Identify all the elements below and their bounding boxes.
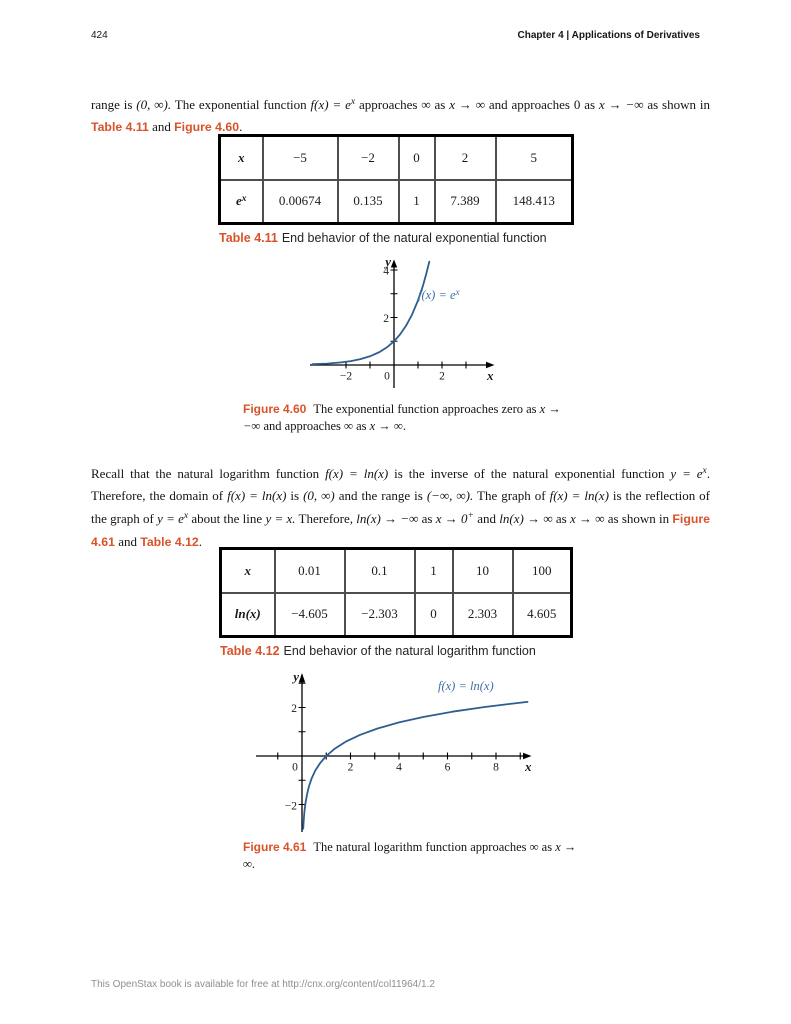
table-4-11: [218, 134, 574, 225]
row-header-cell: x: [220, 136, 263, 180]
text-segment: approaches: [355, 97, 422, 112]
y-tick-label: 2: [291, 703, 297, 715]
text-segment: Therefore,: [295, 511, 357, 526]
figure-4-60-caption: [243, 401, 581, 435]
math-expression: y = e: [670, 466, 703, 481]
page-number: 424: [91, 30, 108, 41]
table-cell: −2: [338, 136, 399, 180]
text-segment: range is: [91, 97, 137, 112]
y-axis-label: y: [293, 669, 299, 684]
text-segment: and: [148, 118, 175, 134]
math-expression: ln(x) → ∞: [499, 511, 553, 526]
text-segment: .: [239, 118, 243, 134]
table-cell: 0.1: [345, 549, 415, 593]
math-expression: y = x.: [265, 511, 296, 526]
text-segment: as: [418, 511, 436, 526]
figure-caption-label: Figure 4.61: [243, 840, 307, 854]
text-segment: as: [352, 419, 370, 433]
curve-label-base: f(x) = e: [418, 288, 456, 302]
openstax-footer: This OpenStax book is available for free at http://cnx.org/content/col11964/1.2: [91, 979, 435, 990]
math-expression: ∞: [344, 419, 353, 433]
origin-label: 0: [292, 761, 298, 774]
superscript: x: [183, 511, 189, 521]
row-header-cell: [220, 180, 263, 224]
text-segment: as: [430, 97, 450, 112]
y-tick-label: 4: [383, 265, 389, 278]
text-segment: and approaches: [260, 419, 345, 433]
table-cell: 0.00674: [263, 180, 338, 224]
table-cell: 5: [496, 136, 573, 180]
figure-4-61-caption: [243, 839, 581, 873]
superscript: x: [241, 194, 247, 205]
text-segment: .: [251, 857, 256, 871]
xref-link[interactable]: Figure 4.61: [91, 512, 710, 549]
text-segment: as shown in: [643, 97, 710, 112]
math-expression: x → −∞: [243, 402, 561, 433]
math-expression: (−∞, ∞).: [426, 487, 474, 503]
table-cell: 0: [399, 136, 435, 180]
math-expression: y = e: [157, 511, 184, 526]
table-cell: 0.01: [275, 549, 345, 593]
x-tick-label: 8: [493, 761, 499, 774]
table-cell: 4.605: [513, 593, 572, 637]
y-tick-label: −2: [284, 800, 297, 813]
math-expression: f(x) = ln(x): [227, 487, 287, 503]
math-expression: (0, ∞).: [136, 97, 172, 112]
figure-4-61: [254, 668, 539, 835]
y-tick-label: 2: [383, 313, 389, 325]
table-cell: 0: [415, 593, 453, 637]
text-segment: and approaches 0 as: [484, 97, 599, 112]
text-segment: .: [402, 419, 406, 433]
table-row: [221, 593, 572, 637]
text-segment: about the line: [188, 511, 266, 526]
text-segment: as: [538, 840, 556, 854]
text-segment: as shown in: [604, 511, 673, 526]
math-expression: x → ∞: [449, 97, 485, 112]
xref-link[interactable]: Figure 4.60: [174, 119, 240, 134]
table-caption-label: Table 4.11: [219, 231, 278, 245]
text-segment: Recall that the natural logarithm function: [91, 466, 326, 481]
exponential-graph: [303, 254, 503, 396]
x-axis-label: x: [525, 759, 532, 774]
table-cell: 7.389: [435, 180, 496, 224]
text-segment: is the reflection of the graph of: [91, 487, 711, 526]
superscript: x: [350, 97, 356, 107]
row-header-cell: x: [221, 549, 275, 593]
math-expression: x → 0: [435, 511, 468, 526]
x-tick-label: 6: [444, 761, 451, 774]
text-segment: The graph of: [473, 487, 550, 503]
exponential-curve: [312, 262, 429, 365]
x-tick-label: −2: [339, 370, 353, 383]
table-row: [220, 180, 573, 224]
table-cell: 1: [399, 180, 435, 224]
math-expression: ∞: [421, 97, 431, 112]
table-caption-label: Table 4.12: [220, 644, 280, 658]
table-cell: −4.605: [275, 593, 345, 637]
table-cell: 148.413: [496, 180, 573, 224]
table-4-12: [219, 547, 573, 638]
paragraph-logarithm-end-behavior: [91, 461, 710, 553]
table-cell: 1: [415, 549, 453, 593]
xref-link[interactable]: Table 4.11: [91, 119, 149, 134]
table-cell: 0.135: [338, 180, 399, 224]
text-segment: is: [286, 487, 304, 503]
x-tick-label: 2: [439, 370, 445, 383]
origin-label: 0: [384, 370, 390, 383]
e-base: e: [235, 193, 242, 209]
math-expression: f(x) = ln(x): [549, 487, 609, 503]
paragraph-exponential-end-behavior: [91, 92, 710, 138]
text-segment: The natural logarithm function approaches: [313, 840, 530, 854]
x-tick-label: 2: [347, 761, 354, 774]
table-caption-text: End behavior of the natural exponential function: [281, 231, 547, 245]
logarithm-graph: [254, 668, 539, 835]
text-segment: as: [552, 511, 570, 526]
text-segment: is the inverse of the natural exponential function: [388, 466, 671, 481]
math-expression: x → −∞: [598, 97, 644, 112]
figure-4-60: [303, 254, 503, 396]
superscript: x: [702, 466, 707, 476]
xref-link[interactable]: Table 4.12: [140, 534, 199, 549]
text-segment: and: [473, 511, 500, 526]
table-cell: −2.303: [345, 593, 415, 637]
table-4-11-caption: [219, 231, 547, 245]
curve-label: [418, 287, 460, 303]
table-cell: 2: [435, 136, 496, 180]
text-segment: The exponential function approaches zero as: [313, 402, 540, 416]
text-segment: The exponential function: [171, 97, 311, 112]
curve-label: f(x) = ln(x): [438, 679, 494, 693]
text-segment: .: [198, 533, 203, 549]
table-row: [220, 136, 573, 180]
table-cell: 2.303: [453, 593, 513, 637]
math-expression: x → ∞: [369, 419, 403, 433]
chapter-running-title: Chapter 4 | Applications of Derivatives: [517, 30, 700, 41]
table-4-12-caption: [220, 644, 536, 658]
figure-caption-label: Figure 4.60: [243, 402, 307, 416]
math-expression: f(x) = ln(x): [325, 466, 389, 481]
table-cell: 100: [513, 549, 572, 593]
math-expression: x → ∞: [243, 840, 577, 871]
math-expression: (0, ∞): [303, 487, 335, 503]
math-expression: ∞: [529, 840, 539, 854]
table-cell: 10: [453, 549, 513, 593]
y-axis-label: y: [385, 254, 391, 269]
curve-label-sup: x: [455, 287, 460, 297]
table-row: [221, 549, 572, 593]
text-segment: and the range is: [334, 487, 427, 503]
math-expression: x → ∞: [569, 511, 605, 526]
x-axis-label: x: [487, 368, 494, 383]
text-segment: and: [114, 533, 141, 549]
x-tick-label: 4: [396, 761, 402, 774]
table-caption-text: End behavior of the natural logarithm function: [283, 644, 536, 658]
text-segment: . Therefore, the domain of: [91, 466, 711, 503]
math-expression: f(x) = e: [310, 97, 351, 112]
superscript: +: [467, 511, 474, 521]
math-expression: ln(x) → −∞: [356, 511, 419, 526]
table-cell: −5: [263, 136, 338, 180]
row-header-cell: ln(x): [221, 593, 275, 637]
